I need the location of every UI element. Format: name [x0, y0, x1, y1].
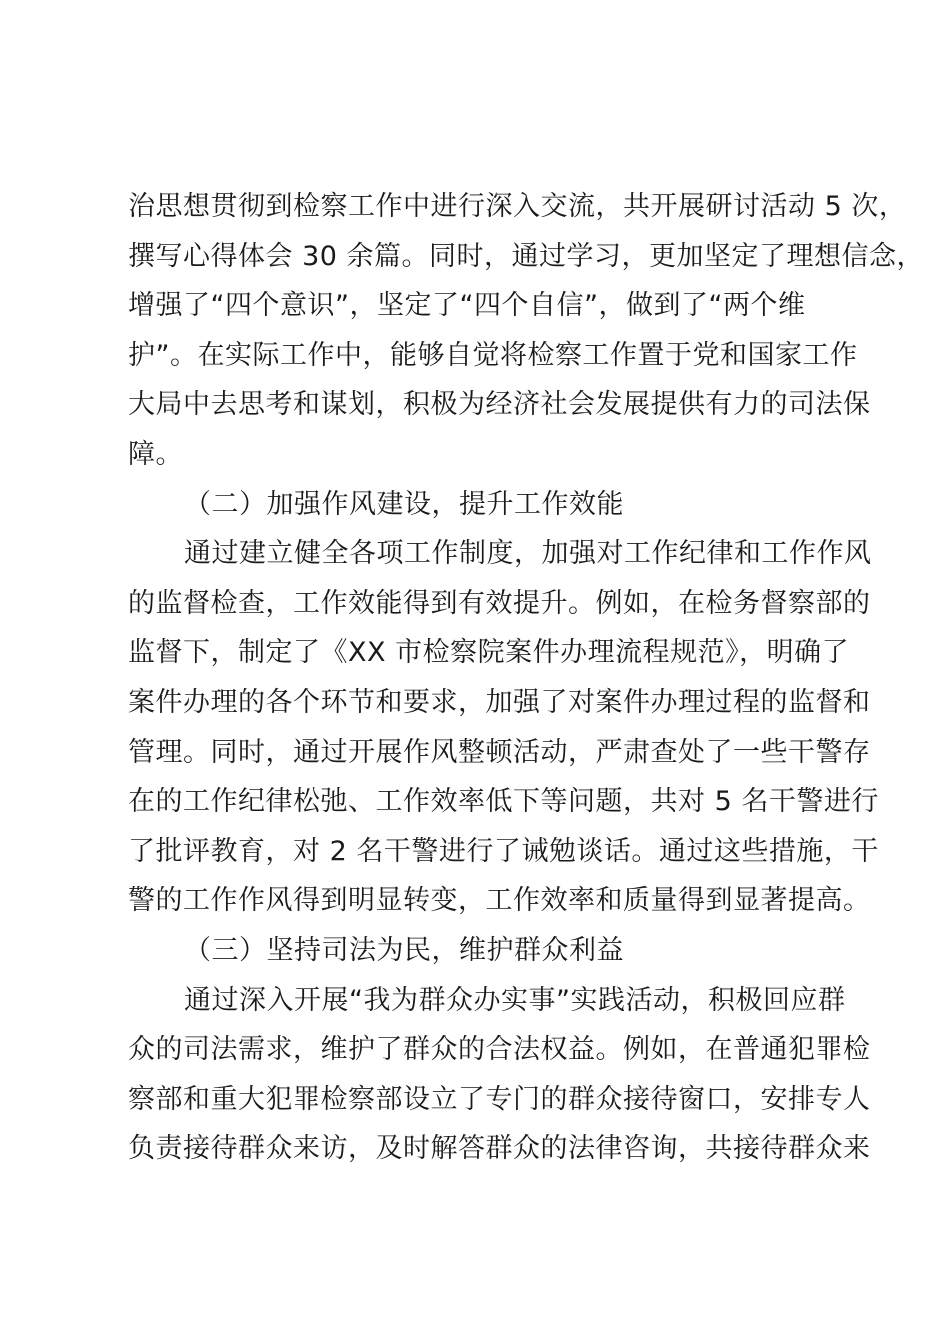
text-line: 监督下，制定了《XX 市检察院案件办理流程规范》，明确了: [128, 637, 850, 669]
text-line: 护”。在实际工作中，能够自觉将检察工作置于党和国家工作: [128, 339, 858, 371]
text-line: 在的工作纪律松弛、工作效率低下等问题，共对 5 名干警进行: [128, 786, 879, 818]
paragraph-first-line: 通过深入开展“我为群众办实事”实践活动，积极回应群: [184, 984, 846, 1016]
paragraph-first-line: 通过建立健全各项工作制度，加强对工作纪律和工作作风: [184, 538, 872, 570]
text-line: 增强了“四个意识”，坚定了“四个自信”，做到了“两个维: [128, 290, 806, 322]
text-line: 了批评教育，对 2 名干警进行了诫勉谈话。通过这些措施，干: [128, 835, 879, 867]
text-line: 治思想贯彻到检察工作中进行深入交流，共开展研讨活动 5 次，: [128, 191, 907, 222]
text-line: 管理。同时，通过开展作风整顿活动，严肃查处了一些干警存: [128, 736, 871, 768]
text-line: 大局中去思考和谋划，积极为经济社会发展提供有力的司法保: [128, 389, 871, 421]
text-line: 的监督检查，工作效能得到有效提升。例如，在检务督察部的: [128, 587, 871, 619]
paragraph-first-line: （三）坚持司法为民，维护群众利益: [184, 934, 624, 966]
text-line: 案件办理的各个环节和要求，加强了对案件办理过程的监督和: [128, 686, 871, 718]
body-text: [128, 182, 925, 1174]
paragraph-first-line: （二）加强作风建设，提升工作效能: [184, 488, 624, 520]
text-line: 负责接待群众来访，及时解答群众的法律咨询，共接待群众来: [128, 1133, 871, 1165]
text-line: 警的工作作风得到明显转变，工作效率和质量得到显著提高。: [128, 885, 871, 917]
text-line: 撰写心得体会 30 余篇。同时，通过学习，更加坚定了理想信念，: [128, 240, 925, 272]
text-line: 众的司法需求，维护了群众的合法权益。例如，在普通犯罪检: [128, 1034, 871, 1066]
text-line: 障。: [128, 438, 183, 470]
text-line: 察部和重大犯罪检察部设立了专门的群众接待窗口，安排专人: [128, 1083, 871, 1115]
